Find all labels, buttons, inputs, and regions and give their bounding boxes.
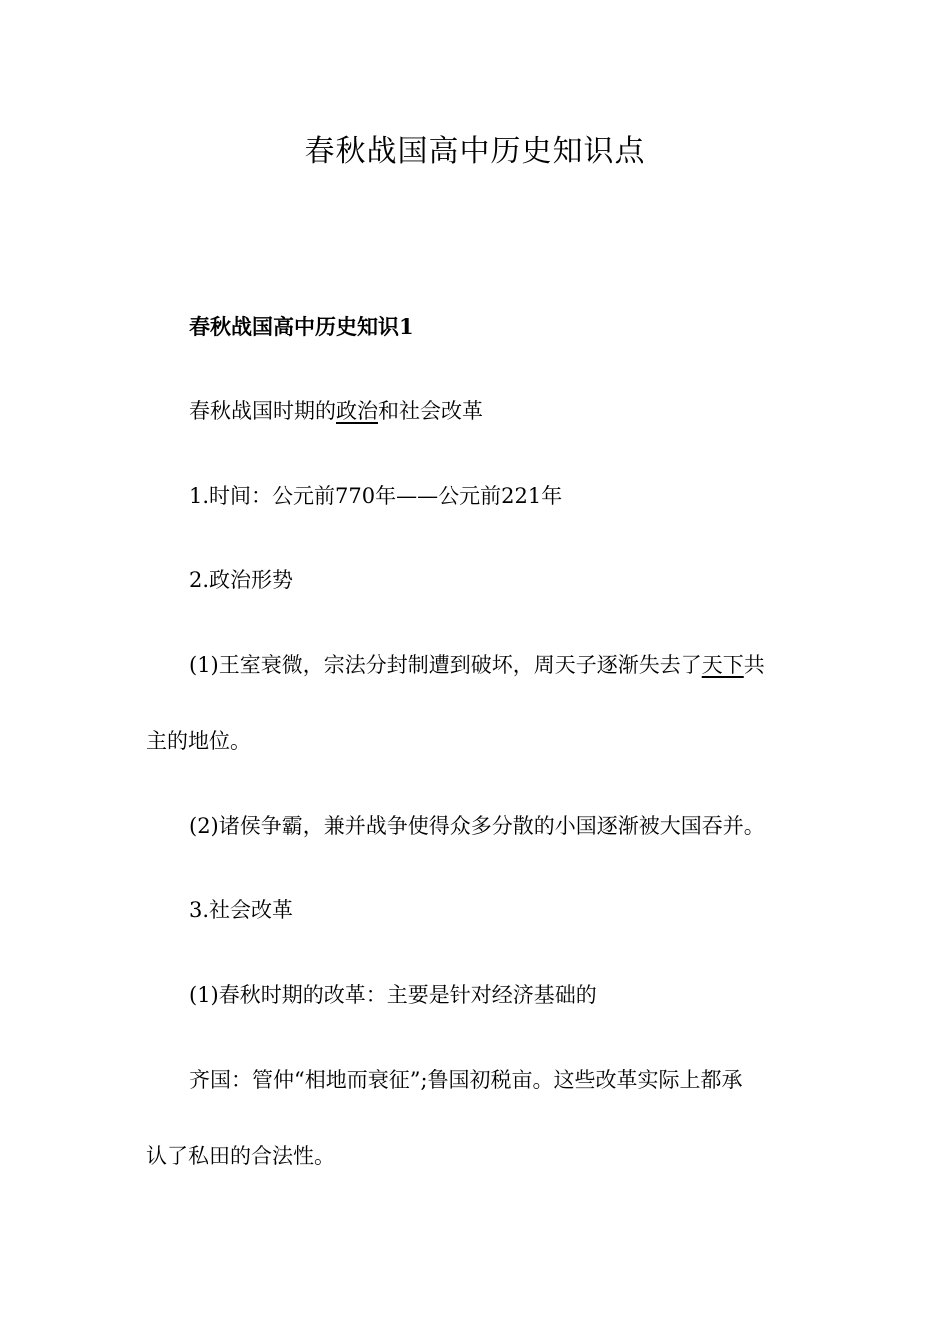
paragraph-qi-lu-reform: 齐国：管仲“相地而衰征”;鲁国初税亩。这些改革实际上都承 — [189, 1068, 743, 1092]
section-heading: 春秋战国高中历史知识1 — [189, 314, 414, 339]
paragraph-social-reform: 3.社会改革 — [189, 898, 294, 922]
paragraph-text: 春秋战国时期的 — [189, 399, 336, 423]
tianxia-link[interactable]: 天下 — [701, 653, 744, 677]
paragraph-spring-autumn-reform: (1)春秋时期的改革：主要是针对经济基础的 — [189, 983, 597, 1007]
paragraph-text: 和社会改革 — [378, 399, 483, 423]
paragraph-topic — [189, 396, 483, 426]
paragraph-royal-decline-cont: 主的地位。 — [146, 729, 251, 753]
paragraph-qi-lu-reform-cont: 认了私田的合法性。 — [146, 1144, 335, 1168]
paragraph-political-situation: 2.政治形势 — [189, 568, 294, 592]
paragraph-text: (1)王室衰微，宗法分封制遭到破坏，周天子逐渐失去了 — [189, 653, 702, 677]
document-title: 春秋战国高中历史知识点 — [304, 134, 646, 169]
paragraph-royal-decline — [189, 650, 765, 680]
paragraph-time: 1.时间：公元前770年——公元前221年 — [189, 484, 563, 508]
paragraph-hegemony: (2)诸侯争霸，兼并战争使得众多分散的小国逐渐被大国吞并。 — [189, 814, 765, 838]
politics-link[interactable]: 政治 — [336, 399, 378, 423]
paragraph-text: 共 — [743, 653, 765, 677]
